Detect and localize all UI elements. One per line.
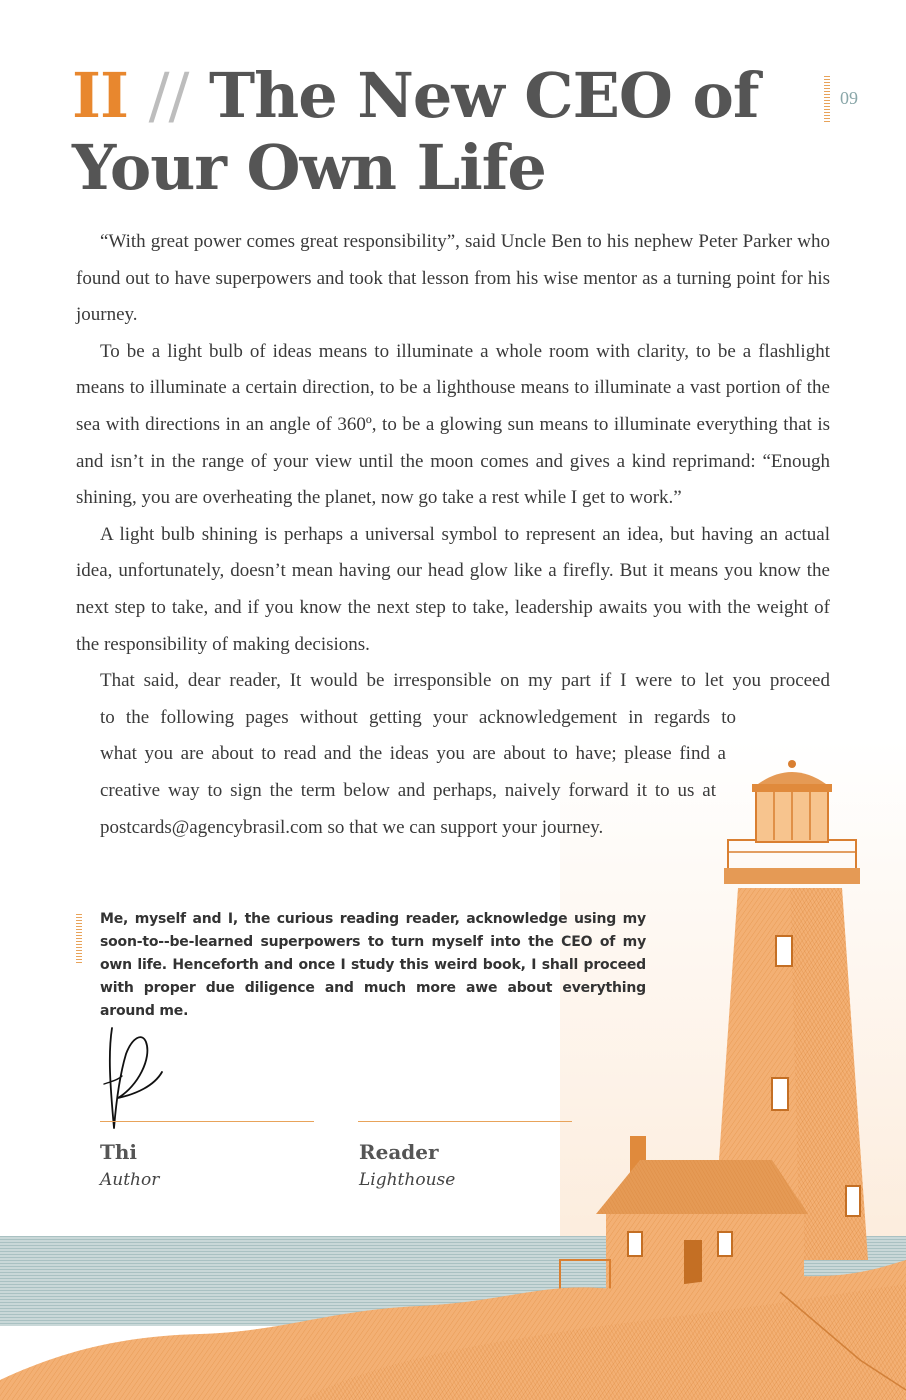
paragraph-2: To be a light bulb of ideas means to illuminate a whole room with clarity, to be a flashlight means to illuminate a certain direction, to be a lighthouse means to illuminate a vast portion of the sea with directions in an angle of 360º, to be a glowing sun means to illuminate everything that is and isn’t in the range of your view until the moon comes and gives a kind reprimand: “Enough shining, you are overheating the planet, now go take a rest while I get to work.”: [76, 340, 830, 509]
body-text: [76, 224, 830, 846]
author-signature-line: [100, 1121, 314, 1122]
paragraph-3: A light bulb shining is perhaps a universal symbol to represent an idea, but having an actual idea, unfortunately, doesn’t mean having our head glow like a firefly. But it means you know the next step to take, and if you know the next step to take, leadership awaits you with the weight of the responsibility of making decisions.: [76, 523, 830, 655]
paragraph-4-line-3: what you are about to read and the ideas you are about to have; please find a: [100, 743, 726, 765]
page-number: 09: [840, 88, 858, 108]
reader-signature-line: [358, 1121, 572, 1122]
paragraph-1: “With great power comes great responsibility”, said Uncle Ben to his nephew Peter Parker who found out to have superpowers and took that lesson from his wise mentor as a turning point for his journey.: [76, 231, 830, 326]
page-title: [72, 60, 792, 204]
title-line-2: Your Own Life: [72, 131, 546, 204]
chapter-number: II: [72, 59, 129, 132]
paragraph-4-line-5: postcards@agencybrasil.com so that we can support your journey.: [100, 816, 604, 838]
author-role: Author: [100, 1170, 160, 1190]
author-name: Thi: [100, 1140, 138, 1164]
paragraph-4: [76, 663, 830, 846]
handwritten-signature-icon: [96, 1024, 176, 1134]
acknowledgement-text: Me, myself and I, the curious reading reader, acknowledge using my soon-to--be-learned superpowers to turn myself into the CEO of my own life. Henceforth and once I study this weird book, I shall proceed with proper due diligence and much more awe about everything around me.: [100, 911, 646, 1019]
paragraph-4-line-1: That said, dear reader, It would be irresponsible on my part if I were to let you proceed: [100, 670, 830, 692]
paragraph-4-line-2: to the following pages without getting your acknowledgement in regards to: [100, 706, 736, 728]
acknowledgement-ticks-icon: [76, 914, 82, 964]
acknowledgement-block: [76, 908, 646, 1023]
page-number-ticks-icon: [824, 76, 830, 124]
paragraph-4-line-4: creative way to sign the term below and perhaps, naively forward it to us at: [100, 779, 716, 801]
title-separator: //: [148, 59, 189, 132]
reader-name: Reader: [359, 1140, 439, 1164]
page-number-block: [824, 76, 884, 124]
title-line-1: The New CEO of: [208, 59, 759, 132]
reader-role: Lighthouse: [359, 1170, 456, 1190]
